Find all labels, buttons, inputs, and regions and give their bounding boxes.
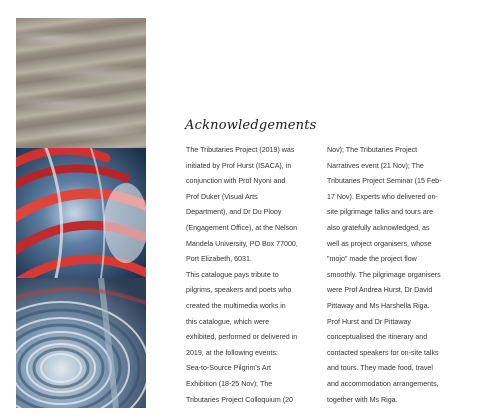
text-line: Tributaries Project Colloquium (20 xyxy=(186,395,293,404)
text-line: Prof Hurst and Dr Pittaway xyxy=(327,317,411,326)
text-line: site pilgrimage talks and tours are xyxy=(327,208,434,217)
text-line: conjunction with Prof Nyoni and xyxy=(186,177,286,186)
text-line: conceptualised the itinerary and xyxy=(327,333,428,342)
blue-lens-graphic xyxy=(16,278,146,408)
text-line: Pittaway and Ms Harshella Riga. xyxy=(327,301,430,310)
text-column-right xyxy=(327,143,457,408)
text-line: Mandela University, PO Box 77000, xyxy=(186,239,298,248)
text-line: The Tributaries Project (2019) was xyxy=(186,146,295,154)
text-line: "mojo" made the project flow xyxy=(327,255,417,264)
red-glass-lens-photo xyxy=(16,148,146,278)
text-line: Exhibition (18-25 Nov); The xyxy=(186,379,273,388)
text-line: Prof Duker (Visual Arts xyxy=(186,192,258,201)
text-line: together with Ms Riga. xyxy=(327,395,398,404)
text-line: well as project organisers, whose xyxy=(327,239,432,248)
text-line: Department), and Dr Du Plooy xyxy=(186,208,282,217)
photo-strip xyxy=(16,18,146,408)
text-column-left xyxy=(186,143,314,408)
text-line: pilgrims, speakers and poets who xyxy=(186,286,292,295)
text-line: exhibited, performed or delivered in xyxy=(186,333,298,342)
text-line: Port Elizabeth, 6031. xyxy=(186,255,252,264)
text-line: initiated by Prof Hurst (ISACA), in xyxy=(186,161,292,170)
text-line: and tours. They made food, travel xyxy=(327,364,433,373)
text-line: Tributaries Project Seminar (15 Feb- xyxy=(327,177,442,186)
text-line: also gratefully acknowledged, as xyxy=(327,223,430,232)
page-heading: Acknowledgements xyxy=(185,118,317,133)
red-lens-graphic xyxy=(16,148,146,278)
text-line: this catalogue, which were xyxy=(186,317,270,326)
text-line: smoothly. The pilgrimage organisers xyxy=(327,270,441,279)
text-line: contacted speakers for on-site talks xyxy=(327,348,439,357)
text-line: were Prof Andrea Hurst, Dr David xyxy=(327,286,433,295)
text-line: and accommodation arrangements, xyxy=(327,379,439,388)
text-line: created the multimedia works in xyxy=(186,301,286,310)
blue-lighthouse-lens-photo xyxy=(16,278,146,408)
text-line: Narratives event (21 Nov); The xyxy=(327,161,424,170)
sand-ripples-photo xyxy=(16,18,146,148)
text-line: (Engagement Office), at the Nelson xyxy=(186,223,298,232)
text-line: 2019, at the following events: xyxy=(186,348,278,357)
text-line: Nov); The Tributaries Project xyxy=(327,146,418,154)
text-line: This catalogue pays tribute to xyxy=(186,270,279,279)
text-line: Sea-to-Source Pilgrim's Art xyxy=(186,364,271,373)
text-line: 17 Nov). Experts who delivered on- xyxy=(327,192,438,201)
